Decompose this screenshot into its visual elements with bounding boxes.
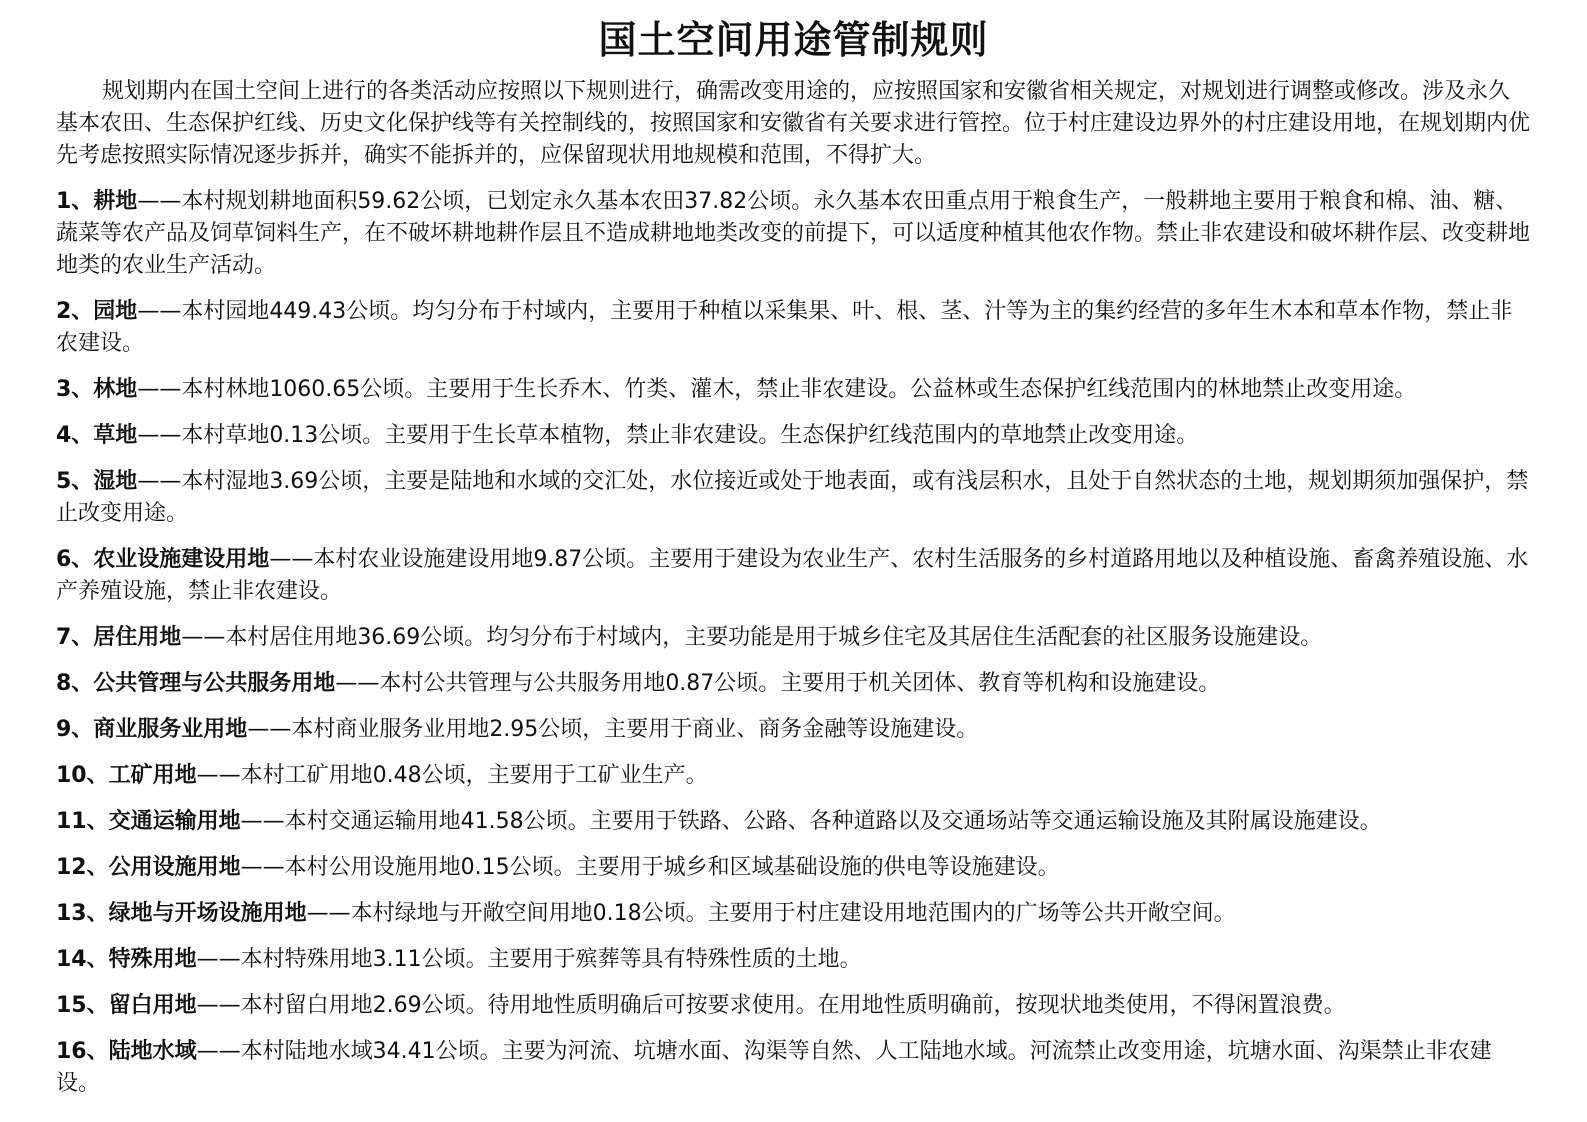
rule-heading: 6、农业设施建设用地 <box>56 547 270 572</box>
rule-text: ——本村林地1060.65公顷。主要用于生长乔木、竹类、灌木，禁止非农建设。公益林或生态保护红线范围内的林地禁止改变用途。 <box>137 377 1417 402</box>
rule-text: ——本村草地0.13公顷。主要用于生长草本植物，禁止非农建设。生态保护红线范围内的草地禁止改变用途。 <box>137 423 1199 448</box>
rule-item <box>56 420 1531 452</box>
rule-item <box>56 990 1531 1022</box>
rule-text: ——本村农业设施建设用地9.87公顷。主要用于建设为农业生产、农村生活服务的乡村道路用地以及种植设施、畜禽养殖设施、水产养殖设施，禁止非农建设。 <box>56 547 1529 604</box>
rule-heading: 4、草地 <box>56 423 138 448</box>
rule-item <box>56 714 1531 746</box>
rule-text: ——本村陆地水域34.41公顷。主要为河流、坑塘水面、沟渠等自然、人工陆地水域。河流禁止改变用途，坑塘水面、沟渠禁止非农建设。 <box>56 1039 1492 1096</box>
rule-heading: 1、耕地 <box>56 189 138 214</box>
rule-text: ——本村湿地3.69公顷，主要是陆地和水域的交汇处，水位接近或处于地表面，或有浅层积水，且处于自然状态的土地，规划期须加强保护，禁止改变用途。 <box>56 469 1529 526</box>
rule-heading: 14、特殊用地 <box>56 947 197 972</box>
rule-heading: 2、园地 <box>56 299 138 324</box>
rule-heading: 9、商业服务业用地 <box>56 717 248 742</box>
rule-item <box>56 668 1531 700</box>
rule-item <box>56 1036 1531 1100</box>
rule-item <box>56 374 1531 406</box>
page-title: 国土空间用途管制规则 <box>598 18 989 62</box>
rule-heading: 15、留白用地 <box>56 993 197 1018</box>
rule-text: ——本村公用设施用地0.15公顷。主要用于城乡和区域基础设施的供电等设施建设。 <box>240 855 1060 880</box>
rule-heading: 7、居住用地 <box>56 625 182 650</box>
rule-item <box>56 186 1531 282</box>
rule-item <box>56 296 1531 360</box>
rule-item <box>56 760 1531 792</box>
rule-heading: 13、绿地与开场设施用地 <box>56 901 307 926</box>
rule-heading: 10、工矿用地 <box>56 763 197 788</box>
rule-text: ——本村留白用地2.69公顷。待用地性质明确后可按要求使用。在用地性质明确前，按现状地类使用，不得闲置浪费。 <box>196 993 1346 1018</box>
rule-item <box>56 898 1531 930</box>
rule-text: ——本村居住用地36.69公顷。均匀分布于村域内，主要功能是用于城乡住宅及其居住生活配套的社区服务设施建设。 <box>181 625 1323 650</box>
rule-item <box>56 944 1531 976</box>
rule-item <box>56 622 1531 654</box>
rule-heading: 12、公用设施用地 <box>56 855 241 880</box>
rule-text: ——本村绿地与开敞空间用地0.18公顷。主要用于村庄建设用地范围内的广场等公共开敞空间。 <box>306 901 1236 926</box>
intro-paragraph: 规划期内在国土空间上进行的各类活动应按照以下规则进行，确需改变用途的，应按照国家和安徽省相关规定，对规划进行调整或修改。涉及永久基本农田、生态保护红线、历史文化保护线等有关控制线的，按照国家和安徽省有关要求进行管控。位于村庄建设边界外的村庄建设用地，在规划期内优先考虑按照实际情况逐步拆并，确实不能拆并的，应保留现状用地规模和范围，不得扩大。 <box>56 79 1531 168</box>
rule-item <box>56 852 1531 884</box>
rule-item <box>56 544 1531 608</box>
rule-heading: 5、湿地 <box>56 469 138 494</box>
rule-text: ——本村商业服务业用地2.95公顷，主要用于商业、商务金融等设施建设。 <box>247 717 979 742</box>
rule-text: ——本村公共管理与公共服务用地0.87公顷。主要用于机关团体、教育等机构和设施建设。 <box>335 671 1221 696</box>
rule-heading: 8、公共管理与公共服务用地 <box>56 671 336 696</box>
rule-text: ——本村工矿用地0.48公顷，主要用于工矿业生产。 <box>196 763 708 788</box>
rule-text: ——本村特殊用地3.11公顷。主要用于殡葬等具有特殊性质的土地。 <box>196 947 862 972</box>
rule-item <box>56 806 1531 838</box>
rule-heading: 16、陆地水域 <box>56 1039 197 1064</box>
rule-text: ——本村规划耕地面积59.62公顷，已划定永久基本农田37.82公顷。永久基本农田重点用于粮食生产，一般耕地主要用于粮食和棉、油、糖、蔬菜等农产品及饲草饲料生产，在不破坏耕地耕作层且不造成耕地地类改变的前提下，可以适度种植其他农作物。禁止非农建设和破坏耕作层、改变耕地地类的农业生产活动。 <box>56 189 1531 278</box>
rule-heading: 11、交通运输用地 <box>56 809 241 834</box>
rule-heading: 3、林地 <box>56 377 138 402</box>
rule-text: ——本村交通运输用地41.58公顷。主要用于铁路、公路、各种道路以及交通场站等交通运输设施及其附属设施建设。 <box>240 809 1382 834</box>
rule-text: ——本村园地449.43公顷。均匀分布于村域内，主要用于种植以采集果、叶、根、茎、汁等为主的集约经营的多年生木本和草本作物，禁止非农建设。 <box>56 299 1513 356</box>
rule-item <box>56 466 1531 530</box>
